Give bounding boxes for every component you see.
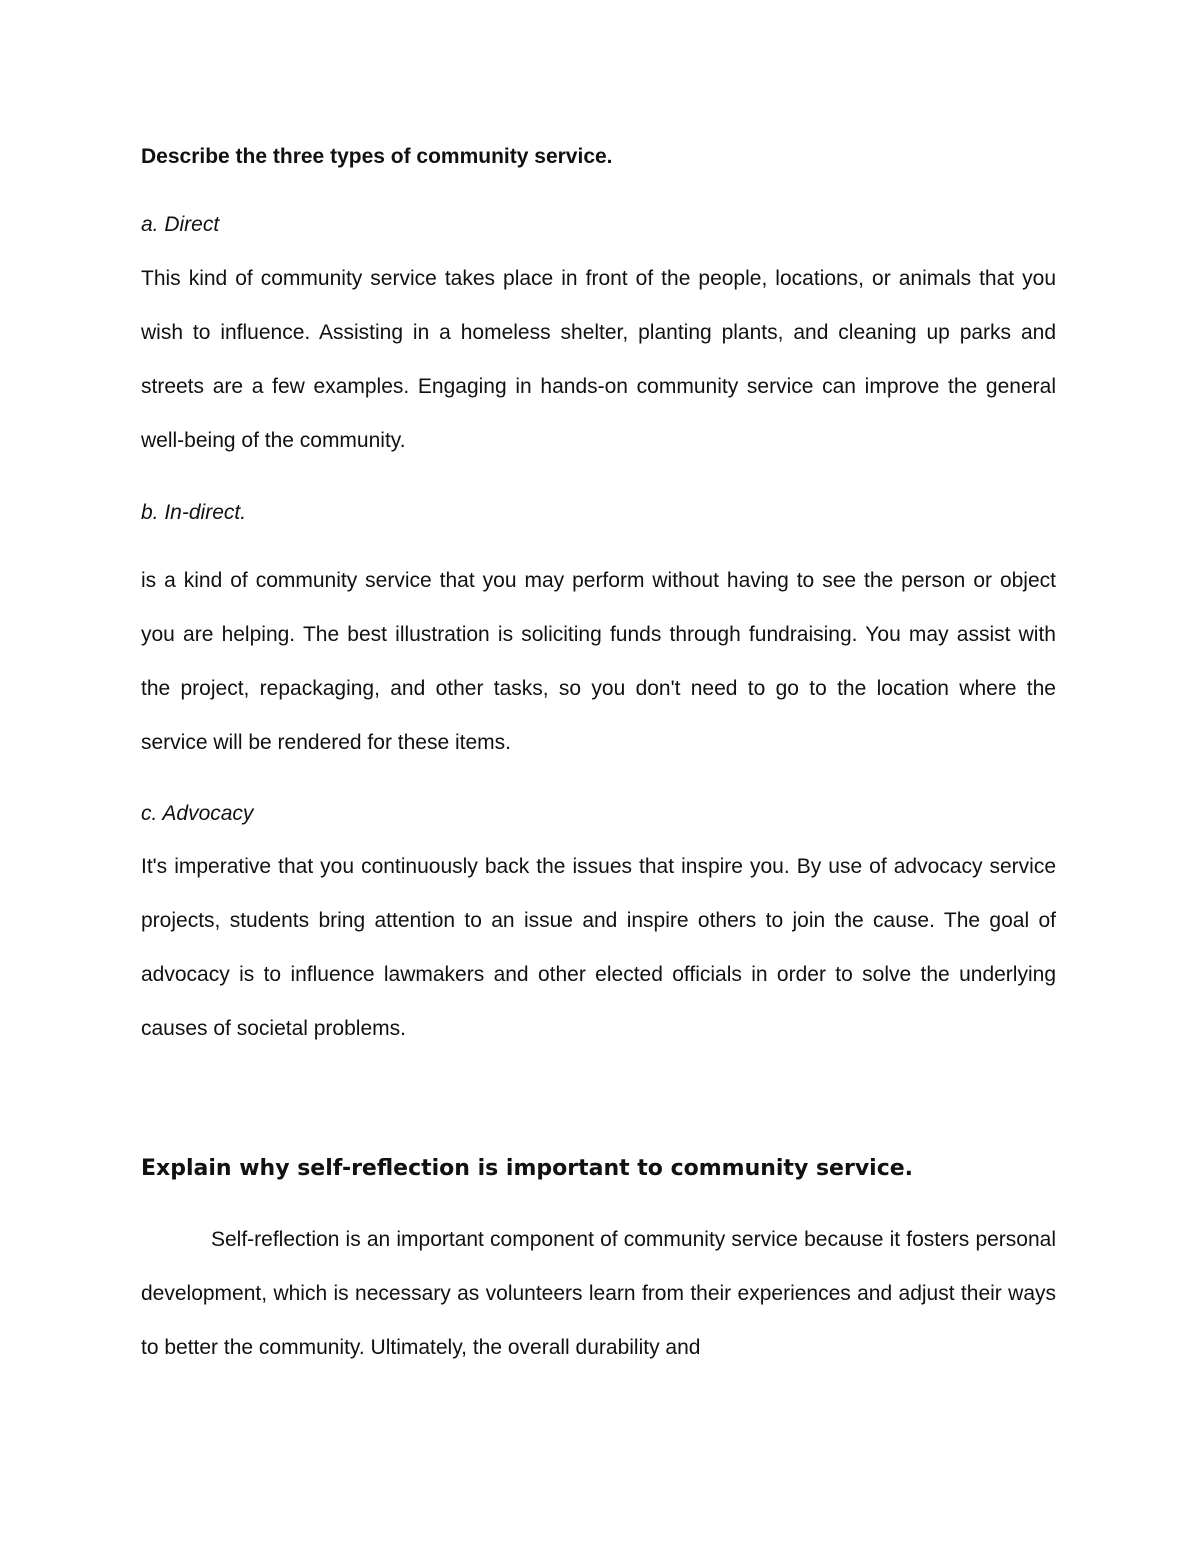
paragraph-direct: This kind of community service takes place in front of the people, locations, or animals that you wish to influence. Assisting in a homeless shelter, planting plants, and cleaning up parks and streets are a few examples. Engaging in hands-on community service can improve the general well-being of the community. <box>141 267 1056 452</box>
paragraph-indirect: is a kind of community service that you may perform without having to see the person or object you are helping. The best illustration is soliciting funds through fundraising. You may assist with the project, repackaging, and other tasks, so you don't need to go to the location where the service will be rendered for these items. <box>141 569 1056 754</box>
paragraph-advocacy: It's imperative that you continuously back the issues that inspire you. By use of advocacy service projects, students bring attention to an issue and inspire others to join the cause. The goal of advocacy is to influence lawmakers and other elected officials in order to solve the underlying causes of societal problems. <box>141 855 1056 1040</box>
heading-three-types: Describe the three types of community service. <box>141 145 613 168</box>
section-label-indirect: b. In-direct. <box>141 501 247 524</box>
paragraph-self-reflection: Self-reflection is an important component of community service because it fosters personal development, which is necessary as volunteers learn from their experiences and adjust their ways to better the community. Ultimately, the overall durability and <box>141 1228 1056 1359</box>
section-label-advocacy: c. Advocacy <box>141 802 254 825</box>
heading-self-reflection: Explain why self-reflection is important to community service. <box>141 1156 914 1181</box>
section-label-direct: a. Direct <box>141 213 220 236</box>
